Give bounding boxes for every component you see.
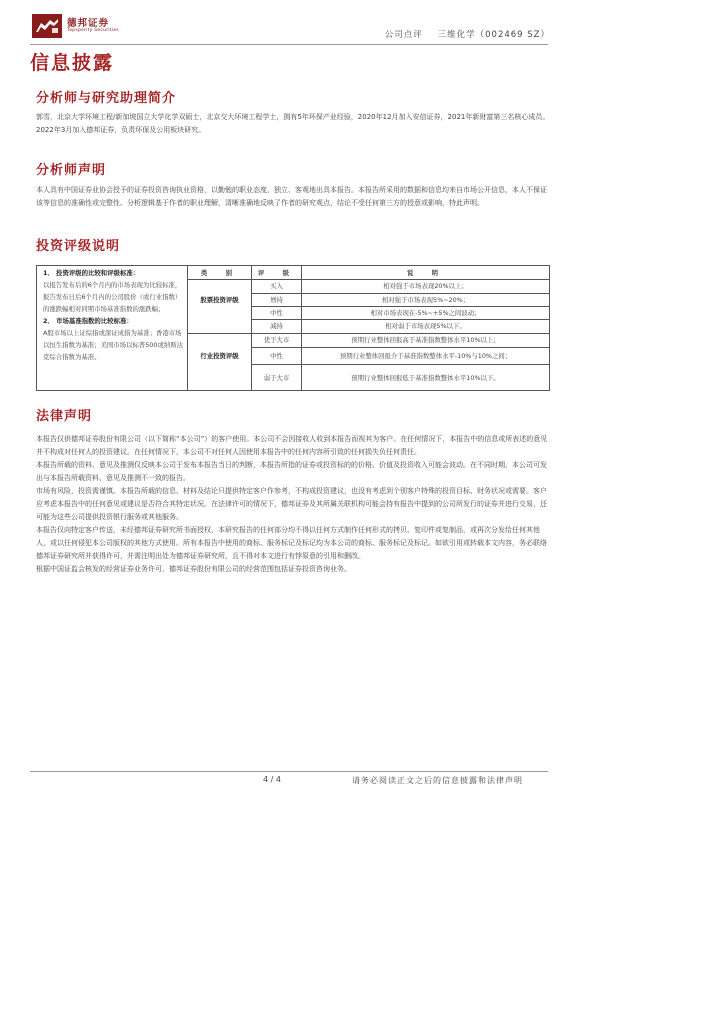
grade-cell: 弱于大市 bbox=[263, 374, 290, 382]
legal-paragraph: 本报告仅向特定客户传送，未经德邦证券研究所书面授权，本研究报告的任何部分均不得以任何方式制作任何形式的拷贝、复印件或复制品，或再次分发给任何其他人，或以任何侵犯本公司版权的其他方式使用。所有本报告中使用的商标、服务标记及标记均为本公司的商标、服务标记及标记。如欲引用或转载本文内容，务必联络德邦证券研究所并获得许可，并需注明出处为德邦证券研究所，且不得对本文进行有悖原意的引用和删改。 bbox=[36, 526, 547, 560]
header-grade: 评 级 bbox=[257, 269, 296, 277]
grade-cell: 中性 bbox=[270, 309, 283, 317]
footer-note: 请务必阅读正文之后的信息披露和法律声明 bbox=[352, 776, 523, 785]
page-title: 信息披露 bbox=[30, 52, 115, 74]
header-description: 说 明 bbox=[406, 269, 445, 277]
rating-criteria-text: 以报告发布后的6个月内的市场表现为比较标准，报告发布日后6个月内的公司股价（或行业指数）的涨跌幅相对同期市场基准指数的涨跌幅； bbox=[43, 281, 182, 313]
legal-text bbox=[36, 433, 550, 576]
rating-criteria-block bbox=[43, 267, 185, 363]
analyst-statement-title: 分析师声明 bbox=[36, 163, 107, 178]
grade-cell: 中性 bbox=[270, 352, 283, 360]
rating-criteria-heading: 1． 投资评级的比较和评级标准： bbox=[43, 269, 140, 277]
page-number: 4 / 4 bbox=[263, 775, 281, 784]
rating-table bbox=[36, 265, 550, 391]
category-industry-rating: 行业投资评级 bbox=[200, 352, 239, 360]
legal-paragraph: 本报告仅供德邦证券股份有限公司（以下简称“本公司”）的客户使用。本公司不会因接收人收到本报告而视其为客户。在任何情况下，本报告中的信息或所表述的意见并不构成对任何人的投资建议。在任何情况下，本公司不对任何人因使用本报告中的任何内容所引致的任何损失负任何责任。 bbox=[36, 435, 548, 456]
legal-paragraph: 本报告所载的资料、意见及推测仅反映本公司于发布本报告当日的判断，本报告所指的证券或投资标的的价格、价值及投资收入可能会波动。在不同时期，本公司可发出与本报告所载资料、意见及推测不一致的报告。 bbox=[36, 461, 547, 482]
footer-divider bbox=[30, 771, 548, 772]
analyst-intro-title: 分析师与研究助理简介 bbox=[36, 91, 177, 106]
analyst-statement-text: 本人具有中国证券业协会授予的证券投资咨询执业资格，以勤勉的职业态度，独立、客观地出具本报告。本报告所采用的数据和信息均来自市场公开信息，本人不保证该等信息的准确性或完整性。分析逻辑基于作者的职业理解，清晰准确地反映了作者的研究观点，结论不受任何第三方的授意或影响，特此声明。 bbox=[36, 186, 547, 207]
legal-paragraph: 根据中国证监会核发的经营证券业务许可，德邦证券股份有限公司的经营范围包括证券投资咨询业务。 bbox=[36, 565, 351, 573]
category-stock-rating: 股票投资评级 bbox=[200, 296, 239, 304]
grade-cell: 优于大市 bbox=[263, 336, 290, 344]
description-cell: 相对弱于市场表现5%以下。 bbox=[385, 322, 466, 330]
header-divider bbox=[30, 44, 548, 45]
description-cell: 预期行业整体回报介于基准指数整体水平-10%与10%之间； bbox=[339, 352, 512, 360]
description-cell: 相对强于市场表现20%以上； bbox=[383, 282, 468, 290]
benchmark-heading: 2． 市场基准指数的比较标准： bbox=[43, 317, 133, 325]
company-logo bbox=[32, 12, 152, 40]
legal-paragraph: 市场有风险，投资需谨慎。本报告所载的信息、材料及结论只提供特定客户作参考，不构成投资建议，也没有考虑到个别客户特殊的投资目标、财务状况或需要。客户应考虑本报告中的任何意见或建议是否符合其特定状况。在法律许可的情况下，德邦证券及其所属关联机构可能会持有报告中提到的公司所发行的证券并进行交易，还可能为这些公司提供投资银行服务或其他服务。 bbox=[36, 487, 547, 521]
grade-cell: 买入 bbox=[270, 282, 283, 290]
report-type: 公司点评 bbox=[384, 30, 423, 40]
rating-title: 投资评级说明 bbox=[36, 239, 121, 254]
grade-cell: 增持 bbox=[270, 296, 283, 304]
description-cell: 预期行业整体回报低于基准指数整体水平10%以下。 bbox=[351, 374, 500, 382]
description-cell: 相对市场表现在-5%~+5%之间波动； bbox=[370, 309, 481, 317]
legal-title: 法律声明 bbox=[36, 409, 93, 424]
grade-cell: 减持 bbox=[270, 322, 283, 330]
logo-name: 德邦证券 bbox=[67, 18, 110, 29]
logo-subtitle: Topsperity Securities bbox=[67, 28, 119, 33]
benchmark-text: A股市场以上证综指或深证成指为基准；香港市场以恒生指数为基准；美国市场以标普500或纳斯达克综合指数为基准。 bbox=[43, 329, 184, 361]
header-category: 类 别 bbox=[200, 269, 239, 277]
header-report-info bbox=[385, 28, 550, 40]
description-cell: 相对强于市场表现5%~20%； bbox=[381, 296, 470, 304]
description-cell: 预期行业整体回报高于基准指数整体水平10%以上； bbox=[351, 336, 500, 344]
page-header bbox=[30, 12, 550, 44]
bull-logo-icon bbox=[32, 14, 62, 38]
stock-reference: 三维化学（002469 SZ） bbox=[437, 30, 550, 40]
analyst-intro-text: 郭雪，北京大学环境工程/新加坡国立大学化学双硕士，北京交大环境工程学士，拥有5年环保产业经验，2020年12月加入安信证券，2021年新财富第三名核心成员。2022年3月加入德邦证券，负责环保及公用板块研究。 bbox=[36, 113, 550, 134]
